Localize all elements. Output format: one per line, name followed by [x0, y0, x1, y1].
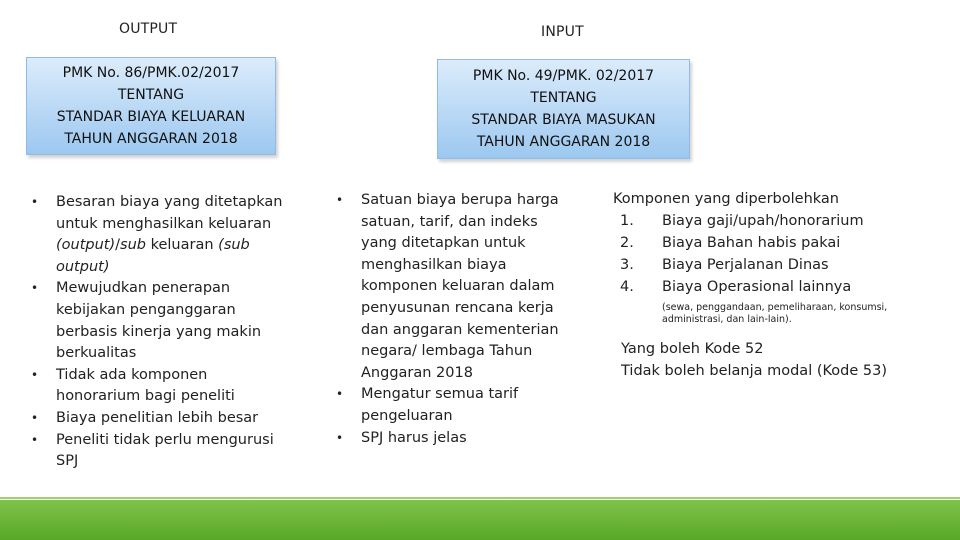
output-bullet-1-text-c: keluaran [145, 237, 219, 254]
footer-bar [0, 500, 960, 540]
output-box-line-3: STANDAR BIAYA KELUARAN [56, 109, 246, 125]
output-bullet-1-italic-c: (sub output) [56, 237, 250, 275]
component-text-4: Biaya Operasional lainnya [662, 279, 852, 295]
component-number-1: 1. [620, 213, 634, 229]
input-heading: INPUT [541, 24, 584, 40]
input-box-line-1: PMK No. 49/PMK. 02/2017 [472, 68, 655, 84]
output-box-line-1: PMK No. 86/PMK.02/2017 [62, 65, 240, 81]
input-regulation-box [437, 59, 690, 159]
output-bullet-2: • Mewujudkan penerapan kebijakan penganggaran berbasis kinerja yang makin berkualitas [28, 278, 290, 364]
output-bullet-1-text-b: / [115, 237, 121, 254]
components-list [613, 210, 913, 298]
component-item-3 [613, 254, 913, 276]
output-bullet-5: • Peneliti tidak perlu mengurusi SPJ [28, 430, 290, 473]
components-title: Komponen yang diperbolehkan [613, 191, 839, 207]
output-bullet-4: • Biaya penelitian lebih besar [28, 408, 290, 430]
input-bullet-1: • Satuan biaya berupa harga satuan, tarif, dan indeks yang ditetapkan untuk menghasilkan biaya komponen keluaran dalam penyusunan rencana kerja dan anggaran kementerian negara/ lembaga Tahun Anggaran 2018 [333, 190, 571, 384]
allowed-code: Yang boleh Kode 52 [621, 341, 764, 357]
not-allowed-code: Tidak boleh belanja modal (Kode 53) [621, 363, 887, 379]
input-box-line-2: TENTANG [530, 90, 597, 106]
component-item-4 [613, 276, 913, 298]
component-text-3: Biaya Perjalanan Dinas [662, 257, 829, 273]
component-number-4: 4. [620, 279, 634, 295]
output-box-line-2: TENTANG [117, 87, 185, 103]
component-text-2: Biaya Bahan habis pakai [662, 235, 841, 251]
output-bullet-1 [28, 192, 290, 278]
output-bullet-1-text-a: Besaran biaya yang ditetapkan untuk menghasilkan keluaran [56, 194, 283, 232]
output-box-line-4: TAHUN ANGGARAN 2018 [64, 131, 238, 147]
code-rules [621, 338, 921, 382]
input-box-line-3: STANDAR BIAYA MASUKAN [471, 112, 656, 128]
component-number-2: 2. [620, 235, 634, 251]
output-bullet-list [28, 192, 290, 473]
input-box-line-4: TAHUN ANGGARAN 2018 [476, 134, 651, 150]
input-bullet-list [333, 190, 571, 449]
components-section [613, 188, 913, 326]
component-item-1 [613, 210, 913, 232]
output-regulation-box [26, 57, 276, 155]
component-item-2 [613, 232, 913, 254]
input-bullet-2: • Mengatur semua tarif pengeluaran [333, 384, 571, 427]
component-text-1: Biaya gaji/upah/honorarium [662, 213, 864, 229]
output-bullet-1-italic-a: (output) [56, 237, 116, 254]
component-number-3: 3. [620, 257, 634, 273]
output-bullet-1-italic-b: sub [120, 237, 146, 254]
output-bullet-3: • Tidak ada komponen honorarium bagi peneliti [28, 365, 290, 408]
output-heading: OUTPUT [119, 21, 178, 37]
components-note: (sewa, penggandaan, pemeliharaan, konsumsi, administrasi, dan lain-lain). [662, 302, 888, 325]
footer-divider [0, 497, 960, 499]
input-bullet-3: • SPJ harus jelas [333, 428, 571, 450]
